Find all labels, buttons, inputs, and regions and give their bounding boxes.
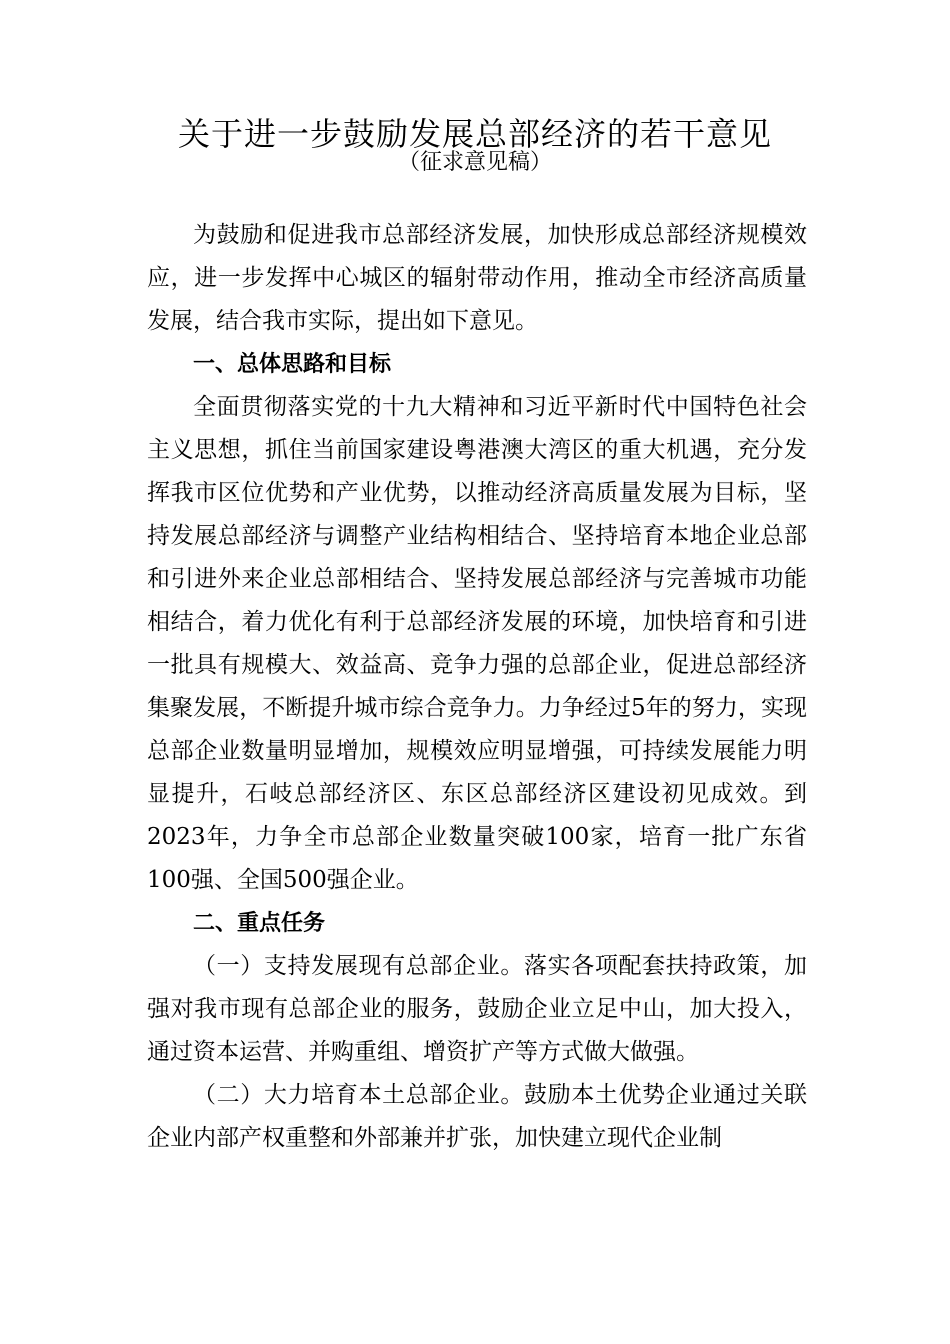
document-subtitle: （征求意见稿） xyxy=(397,150,552,175)
section-heading-overall: 一、总体思路和目标 xyxy=(193,352,392,377)
task-paragraph-1: （一）支持发展现有总部企业。落实各项配套扶持政策，加强对我市现有总部企业的服务，鼓励企业立足中山，加大投入，通过资本运营、并购重组、增资扩产等方式做大做强。 xyxy=(147,953,807,1065)
document-title: 关于进一步鼓励发展总部经济的若干意见 xyxy=(177,115,772,153)
intro-paragraph: 为鼓励和促进我市总部经济发展，加快形成总部经济规模效应，进一步发挥中心城区的辐射带动作用，推动全市经济高质量发展，结合我市实际，提出如下意见。 xyxy=(147,222,807,334)
document-body xyxy=(147,214,807,1160)
task-paragraph-2: （二）大力培育本土总部企业。鼓励本土优势企业通过关联企业内部产权重整和外部兼并扩张，加快建立现代企业制 xyxy=(147,1082,807,1151)
section-paragraph-overall: 全面贯彻落实党的十九大精神和习近平新时代中国特色社会主义思想，抓住当前国家建设粤港澳大湾区的重大机遇，充分发挥我市区位优势和产业优势，以推动经济高质量发展为目标，坚持发展总部经济与调整产业结构相结合、坚持培育本地企业总部和引进外来企业总部相结合、坚持发展总部经济与完善城市功能相结合，着力优化有利于总部经济发展的环境，加快培育和引进一批具有规模大、效益高、竞争力强的总部企业，促进总部经济集聚发展，不断提升城市综合竞争力。力争经过5年的努力，实现总部企业数量明显增加，规模效应明显增强，可持续发展能力明显提升，石岐总部经济区、东区总部经济区建设初见成效。到2023年，力争全市总部企业数量突破100家，培育一批广东省100强、全国500强企业。 xyxy=(147,394,807,893)
section-heading-tasks: 二、重点任务 xyxy=(193,911,326,936)
